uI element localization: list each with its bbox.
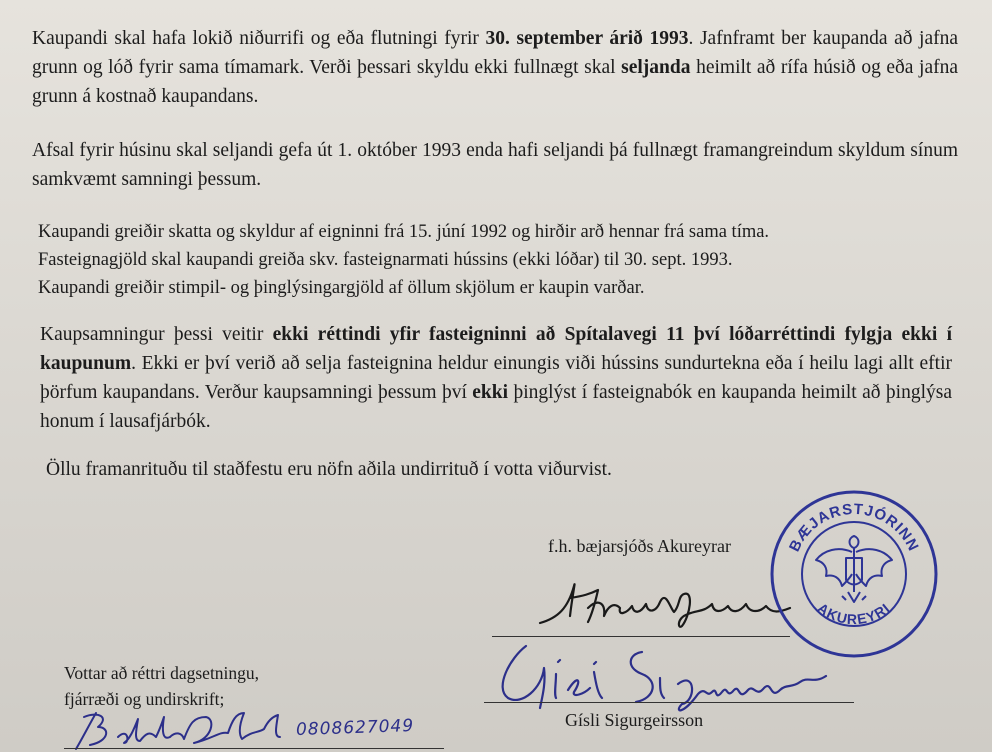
p4-line4: þinglýst í fasteignabók en kaupanda heimilt að þinglýsa honum í lausafjárbók. — [40, 382, 952, 432]
p3-line3: Kaupandi greiðir stimpil- og þinglýsingargjöld af öllum skjölum er kaupin varðar. — [38, 278, 645, 298]
witness-line-2: fjárræði og undirskrift; — [64, 689, 225, 709]
svg-text:AKUREYRI — [815, 600, 893, 628]
signature-line-witness — [64, 748, 444, 749]
witness-handwritten-id: 0808627049 — [295, 715, 415, 741]
paragraph-demolition-deadline — [32, 24, 958, 111]
p1-line3-b: heimilt að rífa húsið og eða jafna grunn á kostnað kaupandans. — [32, 57, 959, 107]
city-stamp — [768, 488, 940, 660]
paragraph-rights — [40, 320, 952, 436]
p4-line2-a: fylgja ekki í kaupunum — [40, 324, 952, 374]
eagle-emblem-icon — [816, 536, 892, 602]
p4-line3-b: ekki — [472, 382, 509, 403]
stamp-top-text: BÆJARSTJÓRINN — [785, 500, 923, 555]
on-behalf-label: f.h. bæjarsjóðs Akureyrar — [548, 536, 731, 556]
stamp-bottom-text: AKUREYRI — [814, 599, 894, 628]
p3-line1: Kaupandi greiðir skatta og skyldur af eigninni frá 15. júní 1992 og hirðir arð hennar frá sama tíma. — [38, 222, 770, 242]
p4-line1-b: ekki réttindi yfir fasteigninni að Spítalavegi 11 því lóðarréttindi — [272, 324, 836, 345]
p1-line1-a: Kaupandi skal hafa lokið niðurrifi og eða flutningi fyrir — [32, 28, 486, 49]
signer-name: Gísli Sigurgeirsson — [565, 710, 704, 730]
paragraph-deed — [32, 136, 958, 194]
p1-line2: kaupanda að jafna grunn og lóð fyrir sama tímamark. Verði þessari skyldu ekki fullnægt skal — [32, 28, 959, 78]
p4-line1-a: Kaupsamningur þessi veitir — [40, 324, 273, 345]
signature-line-main — [484, 702, 854, 703]
seller-bold: seljanda — [621, 57, 691, 78]
p3-line2: Fasteignagjöld skal kaupandi greiða skv. fasteignarmati hússins (ekki lóðar) til 30. sept. 1993. — [38, 250, 733, 270]
paragraph-taxes — [38, 218, 956, 302]
signature-witness — [66, 703, 316, 752]
paragraph-confirmation: Öllu framanrituðu til staðfestu eru nöfn aðila undirrituð í votta viðurvist. — [46, 459, 612, 480]
p4-line2-b: . Ekki er því verið að selja fasteignina heldur einungis viði hússins — [131, 353, 659, 374]
p4-line3: sundurtekna eða í heilu lagi allt eftir þörfum kaupandans. Verður kaupsamningi þessum því — [40, 353, 952, 403]
deadline-date: 30. september árið 1993 — [485, 28, 689, 49]
p2-line1: Afsal fyrir húsinu skal seljandi gefa út 1. október 1993 enda hafi seljandi þá fullnægt — [32, 140, 698, 161]
p1-line1-c: . Jafnframt ber — [688, 28, 807, 49]
witness-line-1: Vottar að réttri dagsetningu, — [64, 663, 260, 683]
p2-line2: framangreindum skyldum sínum samkvæmt samningi þessum. — [32, 140, 958, 190]
